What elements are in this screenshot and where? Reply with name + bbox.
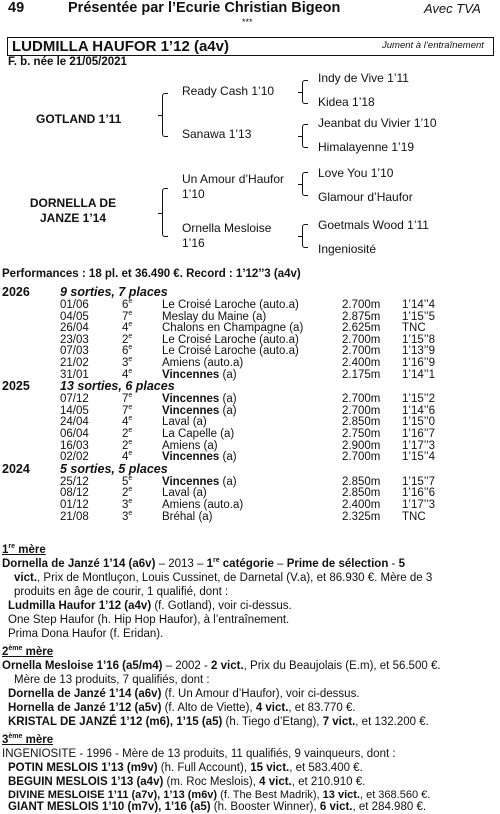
year-summary: 5 sorties, 5 places (60, 461, 168, 476)
pedigree-g3: Jeanbat du Vivier 1’10 (318, 116, 437, 130)
race-place: Le Croisé Laroche (auto.a) (162, 333, 299, 346)
race-position: 7e (122, 392, 133, 406)
race-position: 3e (122, 356, 133, 369)
race-time: 1’15’’7 (402, 475, 436, 488)
pedigree-g5: Love You 1’10 (318, 166, 394, 180)
race-position: 4e (122, 450, 133, 464)
race-distance: 2.750m (342, 428, 381, 440)
pedigree-g1: Indy de Vive 1’11 (318, 71, 409, 85)
mere3-heading: 3ème mère (2, 733, 54, 746)
brace-g1 (302, 80, 308, 104)
race-place: Vincennes (a) (162, 451, 237, 464)
race-position: 5e (122, 474, 133, 488)
race-place: Le Croisé Laroche (auto.a) (162, 299, 299, 311)
race-position: 7e (122, 403, 133, 417)
race-date: 06/04 (60, 428, 89, 440)
year-summary: 13 sorties, 6 places (60, 379, 175, 394)
race-date: 25/12 (60, 475, 89, 488)
race-date: 31/01 (60, 368, 89, 381)
race-position: 6e (122, 344, 133, 358)
race-time: 1’14’’6 (402, 404, 436, 417)
race-place: Laval (a) (162, 487, 207, 500)
race-position: 4e (122, 367, 133, 381)
mere2-line1: Ornella Mesloise 1’16 (a5/m4) – 2002 - 2 vict., Prix du Beaujolais (E.m), et 56.500 €. (2, 660, 441, 672)
race-time: 1’16’’6 (402, 487, 436, 500)
race-time: 1’15’’4 (402, 451, 436, 464)
race-distance: 2.850m (342, 487, 381, 500)
race-time: 1’15’’2 (402, 393, 436, 406)
race-date: 02/02 (60, 451, 89, 464)
race-time: 1’14’’1 (402, 368, 436, 381)
race-position: 2e (122, 332, 133, 346)
race-date: 01/06 (60, 299, 89, 311)
stars-mark: *** (242, 17, 253, 27)
race-time: 1’17’’3 (402, 499, 436, 511)
mere1-product-3: Prima Dona Haufor (f. Eridan). (8, 628, 164, 640)
pedigree-dam-dam-line2: 1’16 (182, 236, 205, 250)
race-distance: 2.700m (342, 451, 381, 464)
race-date: 07/03 (60, 345, 89, 358)
pedigree-dam-sire-line2: 1’10 (182, 187, 205, 201)
race-time: 1’13’’9 (402, 345, 436, 358)
race-place: Vincennes (a) (162, 475, 237, 488)
mere3-product-3: DIVINE MESLOISE 1’11 (a7v), 1’13 (m6v) (f. The Best Madrik), 13 vict., et 368.560 €. (8, 789, 431, 801)
race-date: 26/04 (60, 322, 89, 335)
lot-number: 49 (8, 0, 25, 16)
race-place: Le Croisé Laroche (auto.a) (162, 345, 299, 358)
mere3-product-4: GIANT MESLOIS 1’10 (m7v), 1’16 (a5) (h. Booster Winner), 6 vict., et 284.980 €. (8, 801, 427, 813)
performances-summary: Performances : 18 pl. et 36.490 €. Record : 1’12’’3 (a4v) (2, 268, 301, 280)
race-place: Vincennes (a) (162, 368, 237, 381)
race-position: 2e (122, 486, 133, 500)
race-distance: 2.850m (342, 475, 381, 488)
pedigree-g4: Himalayenne 1’19 (318, 140, 415, 154)
race-position: 4e (122, 321, 133, 335)
pedigree-g2: Kidea 1’18 (318, 95, 375, 109)
race-time: 1’16’’7 (402, 428, 436, 440)
race-date: 01/12 (60, 499, 89, 511)
race-place: Amiens (a) (162, 439, 218, 452)
brace-g3 (302, 172, 308, 196)
mere3-line1: INGENIOSITE - 1996 - Mère de 13 produits, 11 qualifiés, 9 vainqueurs, dont : (2, 748, 396, 760)
race-date: 16/03 (60, 439, 89, 452)
race-place: Laval (a) (162, 416, 207, 429)
race-place: Vincennes (a) (162, 404, 237, 417)
race-distance: 2.625m (342, 322, 381, 335)
mere3-product-1: POTIN MESLOIS 1’13 (m9v) (h. Full Account), 15 vict., et 583.400 €. (8, 762, 363, 774)
mere1-product-1: Ludmilla Haufor 1’12 (a4v) (f. Gotland), voir ci-dessus. (8, 600, 292, 612)
race-distance: 2.700m (342, 393, 381, 406)
mere3-product-2: BEGUIN MESLOIS 1’13 (a4v) (m. Roc Meslois), 4 vict., et 210.910 €. (8, 776, 366, 788)
year-label: 2026 (2, 285, 30, 299)
race-date: 04/05 (60, 310, 89, 323)
race-time: 1’14’’4 (402, 299, 436, 311)
mere2-line2: Mère de 13 produits, 7 qualifiés, dont : (14, 674, 210, 686)
tax-note: Avec TVA (424, 1, 481, 16)
year-label: 2025 (2, 379, 30, 394)
race-place: Amiens (auto.a) (162, 357, 244, 369)
race-time: 1’15’’0 (402, 416, 436, 429)
race-distance: 2.325m (342, 510, 381, 523)
pedigree-g6: Glamour d’Haufor (318, 190, 413, 204)
race-distance: 2.700m (342, 333, 381, 346)
race-position: 4e (122, 415, 133, 429)
race-position: 3e (122, 498, 133, 511)
year-label: 2024 (2, 461, 30, 476)
race-position: 3e (122, 509, 133, 523)
race-time: 1’15’’8 (402, 333, 436, 346)
brace-g4 (302, 224, 308, 248)
brace-sire (162, 93, 168, 137)
mere1-heading: 1re mère (2, 543, 46, 556)
mere1-line2: vict., Prix de Montluçon, Louis Cussinet, de Darnetal (V.a), et 86.930 €. Mère de 3 (14, 572, 433, 584)
race-time: 1’17’’3 (402, 439, 436, 452)
race-place: Meslay du Maine (a) (162, 310, 267, 323)
race-time: 1’15’’5 (402, 310, 436, 323)
race-date: 08/12 (60, 487, 89, 500)
pedigree-g7: Goetmals Wood 1’11 (318, 218, 429, 232)
race-position: 7e (122, 309, 133, 323)
pedigree-dam-sire-line1: Un Amour d’Haufor (182, 172, 285, 186)
race-distance: 2.850m (342, 416, 381, 429)
consignor-title: Présentée par l’Ecurie Christian Bigeon (68, 0, 341, 16)
race-distance: 2.875m (342, 310, 381, 323)
race-position: 2e (122, 438, 133, 452)
pedigree-sire-dam: Sanawa 1’13 (182, 127, 252, 141)
mere1-line3: produits en âge de courir, 1 qualifié, dont : (14, 586, 229, 598)
race-time: 1’16’’9 (402, 357, 436, 369)
pedigree-dam-dam-line1: Ornella Mesloise (182, 221, 272, 235)
race-time: TNC (402, 322, 426, 335)
race-distance: 2.900m (342, 439, 381, 452)
brace-g2 (302, 124, 308, 148)
pedigree-dam: DORNELLA DE JANZE 1’14 (29, 196, 117, 225)
race-place: Bréhal (a) (162, 510, 213, 523)
race-position: 2e (122, 427, 133, 440)
race-place: Amiens (auto.a) (162, 499, 244, 511)
race-distance: 2.700m (342, 299, 381, 311)
race-distance: 2.400m (342, 357, 381, 369)
race-place: Vincennes (a) (162, 393, 237, 406)
pedigree-sire: GOTLAND 1’11 (36, 112, 122, 126)
mere2-heading: 2ème mère (2, 645, 54, 658)
mere2-product-3: KRISTAL DE JANZÉ 1’12 (m6), 1’15 (a5) (h. Tiego d’Etang), 7 vict., et 132.200 €. (8, 716, 429, 728)
pedigree-sire-sire: Ready Cash 1’10 (182, 84, 275, 98)
mere1-line1: Dornella de Janzé 1’14 (a6v) – 2013 – 1re catégorie – Prime de sélection - 5 (2, 557, 405, 570)
race-date: 21/08 (60, 510, 89, 523)
race-date: 14/05 (60, 404, 89, 417)
horse-name: LUDMILLA HAUFOR 1’12 (a4v) (12, 38, 229, 55)
race-date: 24/04 (60, 416, 89, 429)
race-place: La Capelle (a) (162, 428, 235, 440)
race-time: TNC (402, 510, 426, 523)
race-date: 07/12 (60, 393, 89, 406)
race-distance: 2.175m (342, 368, 381, 381)
horse-status: Jument à l’entraînement (382, 40, 484, 51)
race-place: Chalons en Champagne (a) (162, 322, 304, 335)
year-summary: 9 sorties, 7 places (60, 285, 168, 299)
pedigree-g8: Ingeniosité (318, 242, 377, 256)
race-position: 6e (122, 298, 133, 311)
mere1-product-2: One Step Haufor (h. Hip Hop Haufor), à l’entraînement. (8, 614, 290, 626)
mere2-product-2: Hornella de Janzé 1’12 (a5v) (f. Alto de Viette), 4 vict., et 83.770 €. (8, 702, 356, 714)
race-distance: 2.700m (342, 404, 381, 417)
race-date: 21/02 (60, 357, 89, 369)
mere2-product-1: Dornella de Janzé 1’14 (a6v) (f. Un Amour d’Haufor), voir ci-dessus. (8, 688, 360, 700)
race-distance: 2.400m (342, 499, 381, 511)
brace-dam (162, 188, 168, 237)
birth-info: F. b. née le 21/05/2021 (8, 56, 127, 68)
race-date: 23/03 (60, 333, 89, 346)
race-distance: 2.700m (342, 345, 381, 358)
